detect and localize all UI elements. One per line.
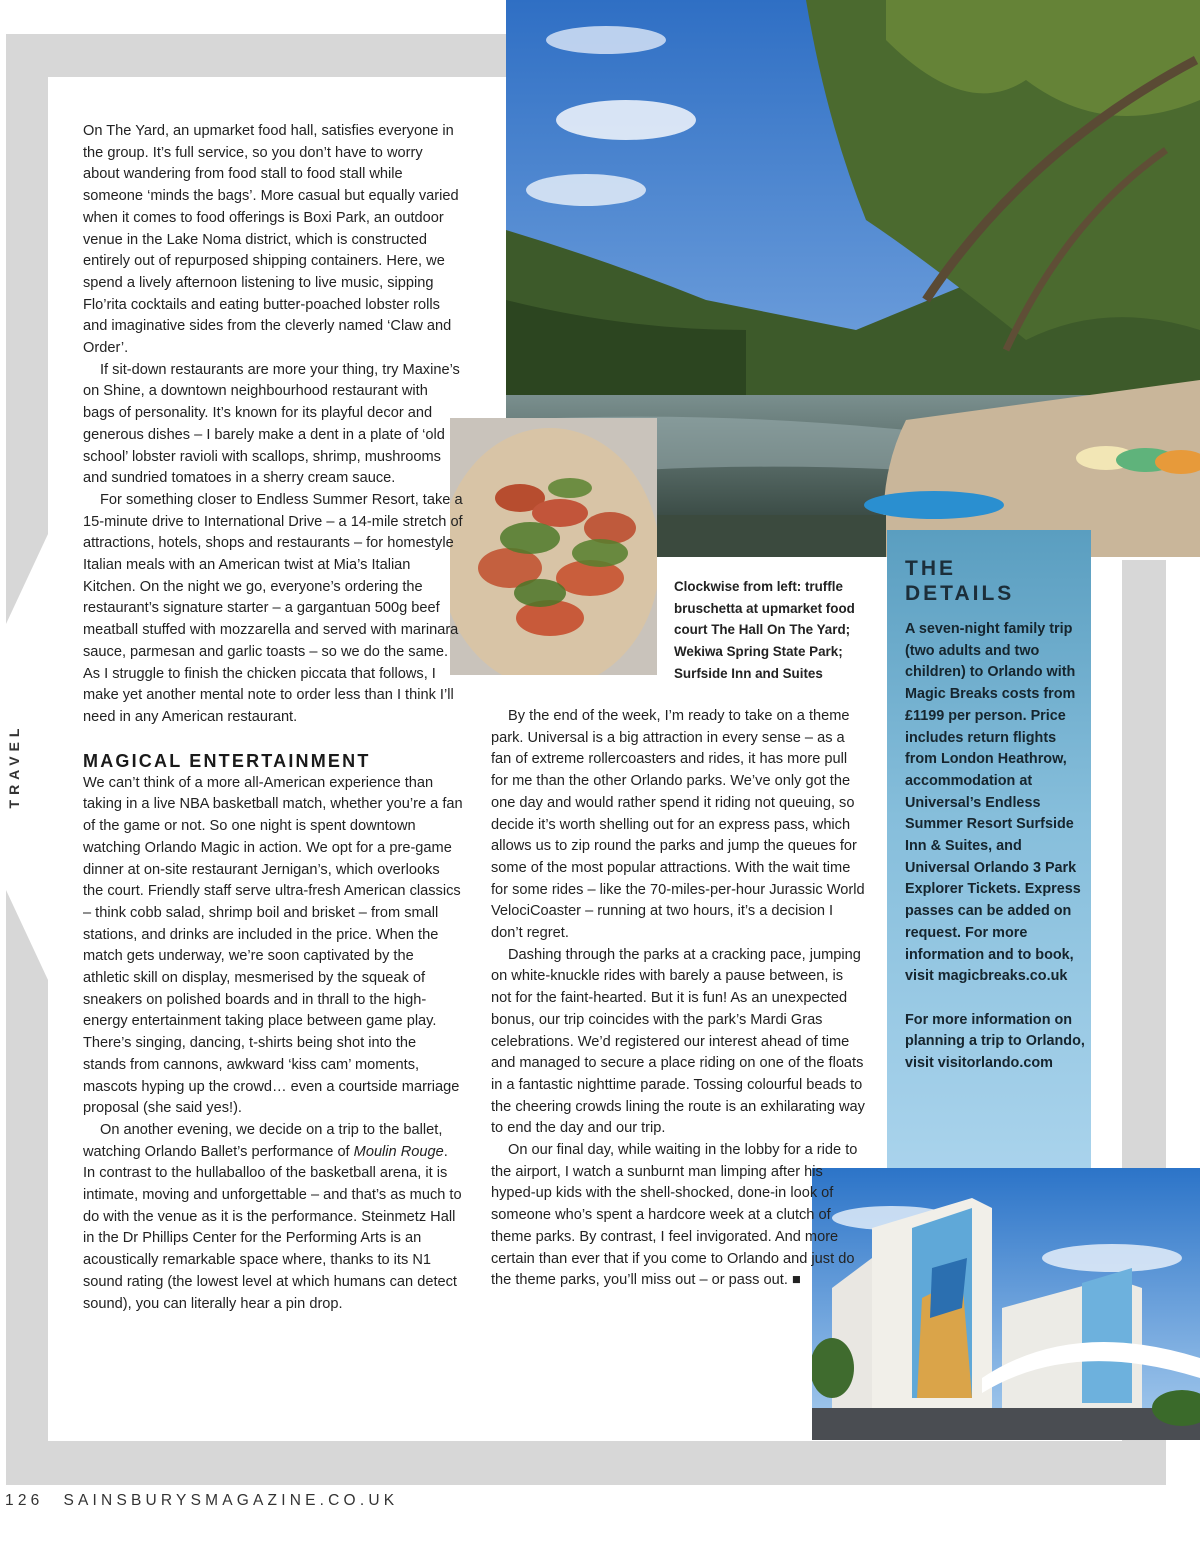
body-paragraph: If sit-down restaurants are more your thing, try Maxine’s on Shine, a downtown neighbourhood restaurant with bags of personality. It’s known for its playful decor and generous dishes – I barely make a dent in a plate of ‘old school’ lobster ravioli with scallops, shrimp, mushrooms and sundried tomatoes in a sherry cream sauce. xyxy=(83,361,460,487)
body-paragraph: We can’t think of a more all-American experience than taking in a live NBA basketball match, whether you’re a fan of the game or not. So one night is spent downtown watching Orlando Magic in action. We opt for a pre-game dinner at on-site restaurant Jernigan’s, which overlooks the court. Friendly staff serve ultra-fresh American classics – think cobb salad, shrimp boil and brisket – from small stations, and drinks are included in the price. When the match gets underway, we’re soon captivated by the athletic skill on display, mesmerised by the squeak of sneakers on polished boards and in thrall to the high-energy entertainment taking place between game play. There’s singing, dancing, t-shirts being shot into the stands from cannons, awkward ‘kiss cam’ moments, mascots hyping up the crowd… even a courtside marriage proposal (she said yes!). xyxy=(83,774,463,1117)
body-paragraph: For something closer to Endless Summer Resort, take a 15-minute drive to International Drive – a 14-mile stretch of attractions, hotels, shops and restaurants – for homestyle Italian meals with an American twist at Mia’s Italian Kitchen. On the night we go, everyone’s ordering the restaurant’s signature starter – a gargantuan 500g beef meatball stuffed with mozzarella and served with marinara sauce, parmesan and garlic toasts – so we do the same. As I struggle to finish the chicken piccata that follows, I make yet another mental note to order less than I think I’ll need in any American restaurant. xyxy=(83,491,463,725)
page-number: 126 xyxy=(5,1492,44,1509)
frame-left-top xyxy=(6,34,48,534)
details-box xyxy=(887,530,1091,1168)
body-paragraph xyxy=(491,1140,867,1292)
frame-top xyxy=(6,34,506,77)
bruschetta-photo xyxy=(450,418,657,675)
column-two xyxy=(491,706,867,1292)
body-paragraph: Dashing through the parks at a cracking pace, jumping on white-knuckle rides with barely a pause between, is not for the faint-hearted. But it is fun! As an unexpected bonus, our trip coincides with the park’s Mardi Gras celebrations. We’d registered our interest ahead of time and managed to secure a place riding on one of the floats in a fantastic nighttime parade. Tossing colourful beads to the cheering crowds lining the route is an exhilarating way to end the day and our trip. xyxy=(491,946,865,1137)
frame-slash-bottom xyxy=(6,890,48,980)
page-footer xyxy=(5,1492,398,1510)
details-paragraph: A seven-night family trip (two adults and two children) to Orlando with Magic Breaks costs from £1199 per person. Price includes return flights from London Heathrow, accommodation at Universal’s Endless Summer Resort Surfside Inn & Suites, and Universal Orlando 3 Park Explorer Tickets. Express passes can be added on request. For more information and to book, visit magicbreaks.co.uk xyxy=(905,621,1081,985)
show-title: Moulin Rouge xyxy=(353,1143,444,1160)
details-title-line2: DETAILS xyxy=(905,582,1015,605)
ballet-text-before: On another evening, we decide on a trip to the ballet, watching Orlando Ballet’s performance of xyxy=(83,1121,443,1160)
hotel-photo xyxy=(812,1168,1200,1440)
frame-left-bottom xyxy=(6,980,48,1485)
frame-slash-top xyxy=(6,534,48,624)
details-title-line1: THE xyxy=(905,557,956,580)
details-body xyxy=(905,619,1089,1075)
body-paragraph xyxy=(83,1120,463,1315)
details-title xyxy=(905,556,1014,606)
end-mark: ■ xyxy=(791,1272,801,1289)
closing-text: On our final day, while waiting in the lobby for a ride to the airport, I watch a sunburnt man limping after his hyped-up kids with the shell-shocked, done-in look of someone who’s spent a hardcore week at a clutch of theme parks. By contrast, I feel invigorated. And more certain than ever that if you come to Orlando and just do the theme parks, you’ll miss out – or pass out. xyxy=(491,1142,858,1289)
column-one xyxy=(83,121,463,1315)
photo-caption: Clockwise from left: truffle bruschetta at upmarket food court The Hall On The Yard; Wekiwa Spring State Park; Surfside Inn and Suites xyxy=(674,579,855,681)
section-label xyxy=(4,706,20,826)
details-paragraph: For more information on planning a trip to Orlando, visit visitorlando.com xyxy=(905,1011,1085,1072)
footer-site: SAINSBURYSMAGAZINE.CO.UK xyxy=(63,1492,399,1509)
body-paragraph: By the end of the week, I’m ready to take on a theme park. Universal is a big attraction in every sense – as a fan of extreme rollercoasters and rides, it has more pull for me than the other Orlando parks. We’ve only got the one day and would rather spend it riding not queuing, so decide it’s worth shelling out for an express pass, which allows us to zip round the parks and jump the queues for some of the most popular attractions. With the wait time for some rides – like the 70-miles-per-hour Jurassic World VelociCoaster – running at two hours, it’s a decision I don’t regret. xyxy=(491,708,865,942)
section-subheading: MAGICAL ENTERTAINMENT xyxy=(83,750,371,771)
section-label-text: TRAVEL xyxy=(6,723,22,809)
body-paragraph: On The Yard, an upmarket food hall, satisfies everyone in the group. It’s full service, so you don’t have to worry about wandering from food stall to food stall while someone ‘minds the bags’. More casual but equally varied when it comes to food offerings is Boxi Park, an outdoor venue in the Lake Noma district, which is constructed entirely out of repurposed shipping containers. Here, we spend a lively afternoon listening to live music, sipping Flo’rita cocktails and eating butter-poached lobster rolls and imaginative sides from the cleverly named ‘Claw and Order’. xyxy=(83,123,459,357)
frame-bottom xyxy=(6,1441,1166,1485)
ballet-text-after: . In contrast to the hullaballoo of the basketball arena, it is intimate, moving and unforgettable – and that’s as much to do with the venue as it is the performance. Steinmetz Hall in the Dr Phillips Center for the Performing Arts is an acoustically remarkable space where, thanks to its N1 sound rating (the lowest level at which humans can detect sound), you can literally hear a pin drop. xyxy=(83,1143,462,1312)
